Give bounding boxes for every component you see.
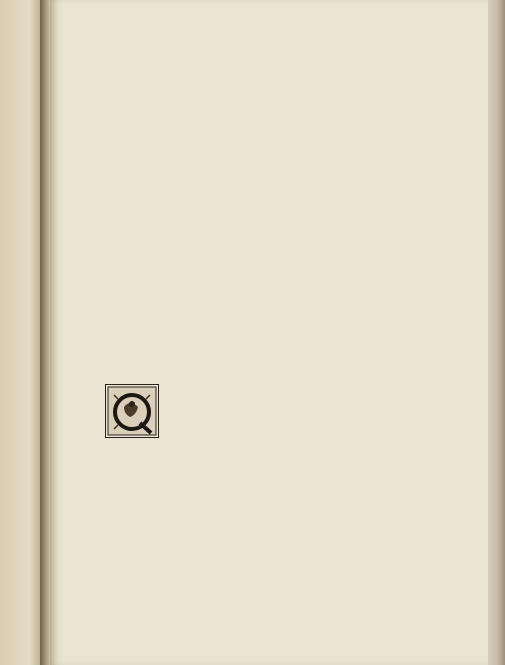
page-edges-right (488, 0, 505, 665)
book-page (50, 0, 490, 665)
initial-ornament-icon (106, 385, 158, 437)
decorated-initial-letter (105, 384, 159, 438)
left-page-edge (0, 0, 42, 665)
